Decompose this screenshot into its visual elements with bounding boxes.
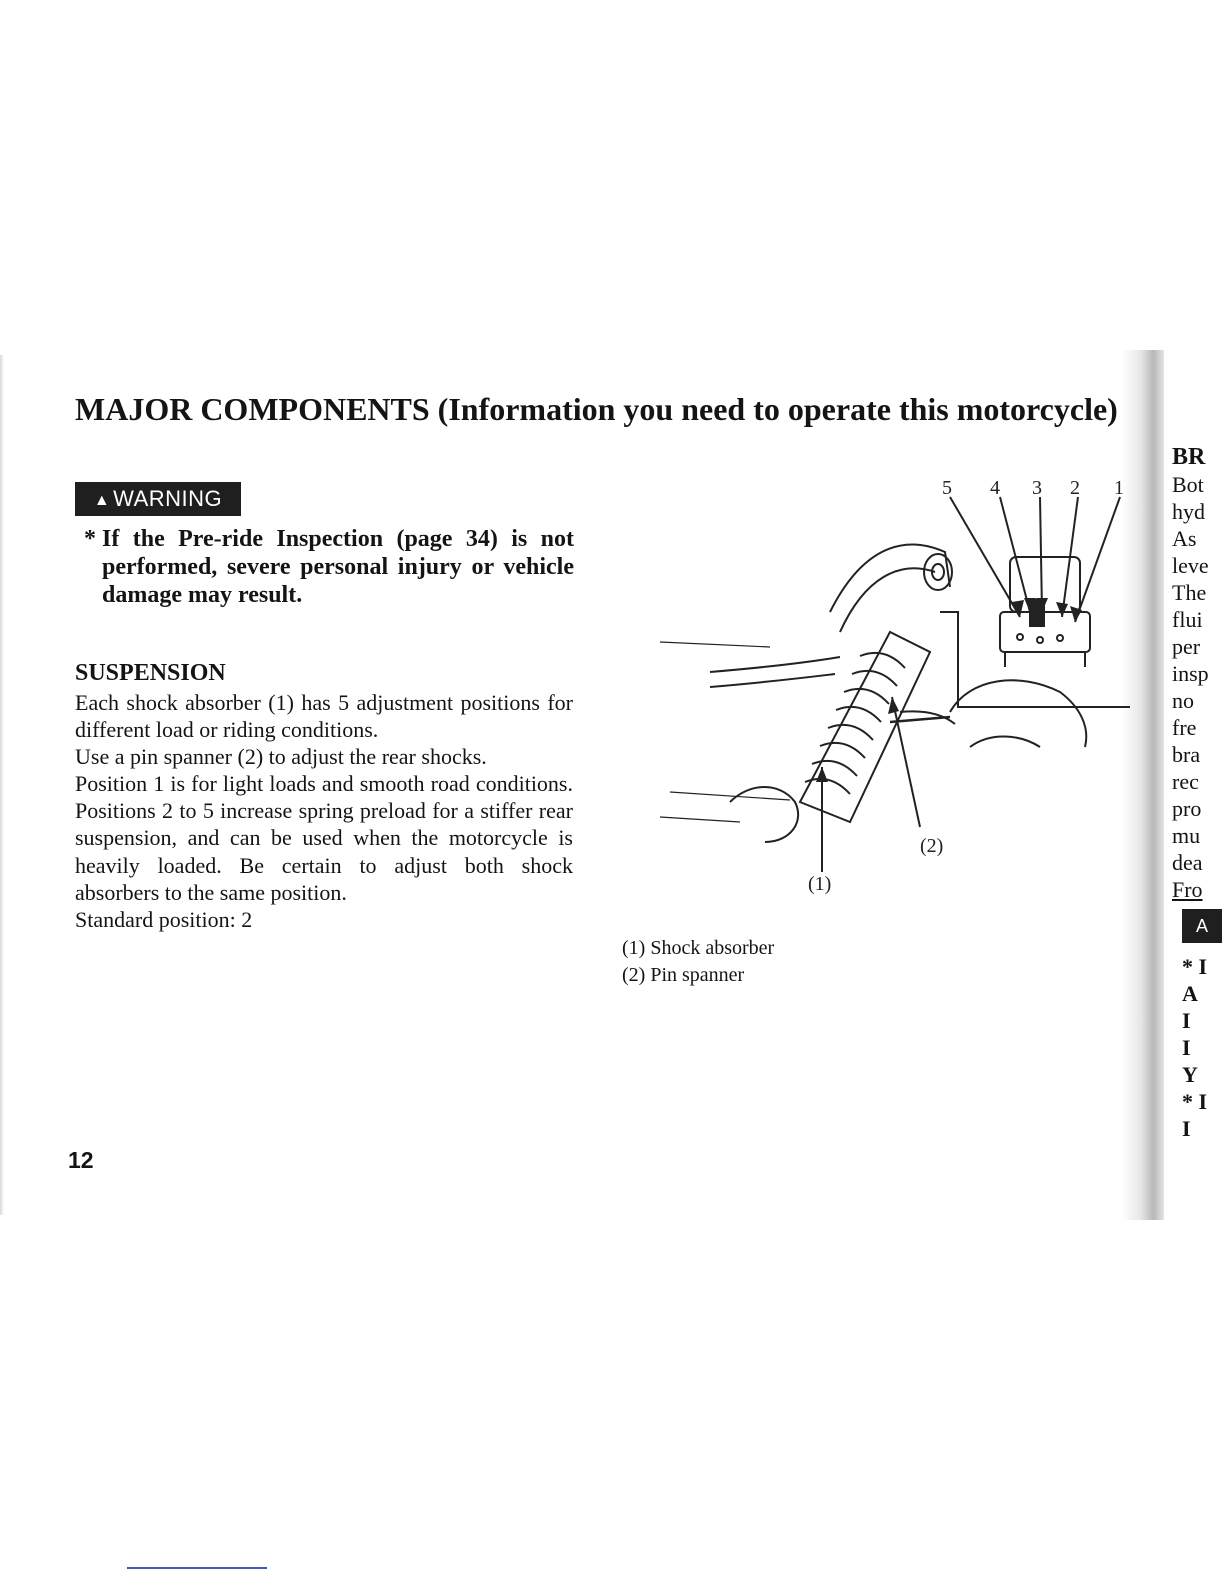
callout-pin-spanner: (2) xyxy=(920,835,944,857)
adjacent-line: pro xyxy=(1172,796,1202,821)
position-label-2: 2 xyxy=(1070,477,1080,499)
position-label-4: 4 xyxy=(990,477,1000,499)
page-edge-shadow xyxy=(0,355,4,1215)
adjacent-heading: BR xyxy=(1172,444,1206,470)
adjacent-line: leve xyxy=(1172,553,1209,578)
adjacent-warning-badge: A xyxy=(1182,909,1222,943)
adjacent-line: fre xyxy=(1172,715,1197,740)
adjacent-line: Bot xyxy=(1172,472,1204,497)
adjacent-bullet-line: I xyxy=(1182,1116,1191,1141)
figure-caption xyxy=(622,935,774,989)
suspension-body xyxy=(75,689,573,933)
callout-shock-absorber: (1) xyxy=(808,873,832,895)
adjacent-line: rec xyxy=(1172,769,1199,794)
adjacent-line: bra xyxy=(1172,742,1201,767)
position-label-5: 5 xyxy=(942,477,952,499)
adjacent-line: hyd xyxy=(1172,499,1205,524)
caption-shock-absorber: (1) Shock absorber xyxy=(622,937,775,959)
warning-label: WARNING xyxy=(113,486,223,511)
warning-message xyxy=(84,525,574,609)
adjacent-line: As xyxy=(1172,526,1197,551)
position-label-3: 3 xyxy=(1032,477,1042,499)
page-number: 12 xyxy=(68,1147,94,1173)
caption-pin-spanner: (2) Pin spanner xyxy=(622,964,745,986)
adjacent-bullet-line: I xyxy=(1182,1035,1191,1060)
paragraph: Position 1 is for light loads and smooth road conditions. Positions 2 to 5 increase spring preload for a stiffer rear suspension, and can be used when the motorcycle is heavily loaded. Be certain to adjust both shock absorbers to the same position. xyxy=(75,771,573,905)
page-title: MAJOR COMPONENTS (Information you need to operate this motorcycle) xyxy=(75,391,1118,427)
illustration-svg xyxy=(600,462,1130,902)
adjacent-line: insp xyxy=(1172,661,1209,686)
warning-bullet: * xyxy=(84,526,96,552)
bottom-rule xyxy=(127,1567,267,1569)
warning-text: If the Pre-ride Inspection (page 34) is not performed, severe personal injury or vehicle damage may result. xyxy=(102,526,574,608)
adjacent-line: dea xyxy=(1172,850,1203,875)
figure-labels xyxy=(808,477,1124,895)
adjacent-bullet-line: * I xyxy=(1182,1089,1208,1114)
paragraph: Each shock absorber (1) has 5 adjustment positions for different load or riding conditions. xyxy=(75,690,573,743)
paragraph: Standard position: 2 xyxy=(75,906,253,932)
section-heading-suspension: SUSPENSION xyxy=(75,660,226,686)
adjacent-line: mu xyxy=(1172,823,1201,848)
adjacent-bullet-line: * I xyxy=(1182,954,1208,979)
warning-badge xyxy=(75,482,241,516)
shock-absorber-illustration xyxy=(600,462,1130,902)
adjacent-bullet-line: A xyxy=(1182,981,1198,1006)
adjacent-line: flui xyxy=(1172,607,1203,632)
adjacent-page-fragment xyxy=(1172,443,1224,1203)
paragraph: Use a pin spanner (2) to adjust the rear shocks. xyxy=(75,744,487,770)
adjacent-bullet-line: Y xyxy=(1182,1062,1198,1087)
warning-triangle-icon: ▲ xyxy=(93,492,111,509)
illustration-lines xyxy=(660,497,1130,872)
position-label-1: 1 xyxy=(1114,477,1124,499)
adjacent-line: no xyxy=(1172,688,1194,713)
adjacent-line: per xyxy=(1172,634,1201,659)
adjacent-subheading: Fro xyxy=(1172,877,1203,902)
adjacent-bullet-line: I xyxy=(1182,1008,1191,1033)
adjacent-line: The xyxy=(1172,580,1207,605)
